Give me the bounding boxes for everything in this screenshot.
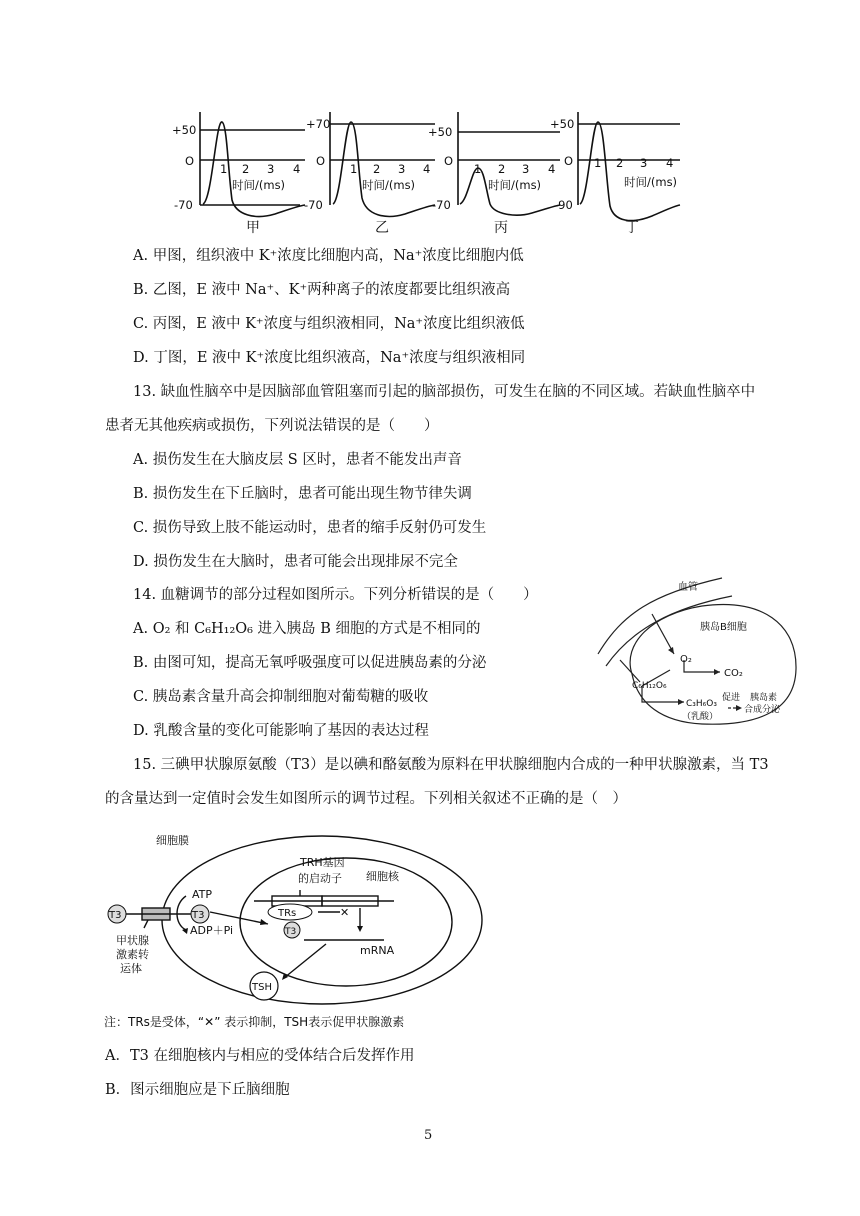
transporter-label-line2: 激素转 bbox=[116, 948, 149, 961]
q13-option-c: C. 损伤导致上肢不能运动时，患者的缩手反射仍可发生 bbox=[133, 520, 487, 536]
arrowhead bbox=[736, 705, 742, 711]
q13-option-a: A. 损伤发生在大脑皮层 S 区时，患者不能发出声音 bbox=[133, 452, 462, 468]
trs-label: TRs bbox=[278, 908, 297, 919]
q13-stem-line1: 13. 缺血性脑卒中是因脑部血管阻塞而引起的脑部损伤，可发生在脑的不同区域。若缺血性脑卒中 bbox=[133, 384, 756, 400]
nucleus-label: 细胞核 bbox=[366, 870, 399, 883]
arrowhead bbox=[357, 926, 363, 932]
graph-yi-xlabel: 时间/(ms) bbox=[362, 178, 416, 192]
q14-diagram bbox=[592, 574, 802, 734]
nucleus-membrane bbox=[240, 858, 452, 986]
o2-label: O₂ bbox=[680, 654, 692, 665]
graph-bing-top-label: +50 bbox=[428, 125, 453, 139]
q14-option-c: C. 胰岛素含量升高会抑制细胞对葡萄糖的吸收 bbox=[133, 689, 429, 705]
q15-diagram-note: 注：TRs是受体，“✕” 表示抑制，TSH表示促甲状腺激素 bbox=[104, 1015, 405, 1029]
q13-option-b: B. 损伤发生在下丘脑时，患者可能出现生物节律失调 bbox=[133, 486, 472, 502]
adp-label: ADP＋Pi bbox=[190, 924, 234, 937]
graph-ding-mid-label: O bbox=[564, 154, 574, 168]
graph-jia-tick: 3 bbox=[267, 162, 275, 176]
graph-jia-xlabel: 时间/(ms) bbox=[232, 178, 286, 192]
graph-jia-top-label: +50 bbox=[172, 123, 197, 137]
promote-label: 促进 bbox=[722, 693, 741, 703]
graph-yi-top-label: +70 bbox=[306, 117, 331, 131]
arrowhead bbox=[678, 699, 684, 705]
cell-label: 胰岛B细胞 bbox=[700, 622, 747, 633]
insulin-label-line1: 胰岛素 bbox=[750, 693, 778, 703]
graph-yi-tick: 4 bbox=[423, 162, 431, 176]
graph-yi-curve bbox=[333, 122, 435, 216]
arrowhead bbox=[714, 669, 720, 675]
q13-option-d: D. 损伤发生在大脑时，患者可能会出现排尿不完全 bbox=[133, 554, 458, 570]
t3-outside-label: T3 bbox=[109, 910, 122, 921]
q14-diagram-svg bbox=[592, 574, 802, 734]
graph-yi-tick: 2 bbox=[373, 162, 381, 176]
graph-jia-mid-label: O bbox=[185, 154, 195, 168]
atp-label: ATP bbox=[192, 888, 213, 901]
q14-stem: 14. 血糖调节的部分过程如图所示。下列分析错误的是（ ） bbox=[133, 587, 538, 603]
graph-bing-caption: 丙 bbox=[494, 220, 508, 236]
glucose-label: C₆H₁₂O₆ bbox=[632, 681, 667, 691]
graph-bing-tick: 1 bbox=[474, 162, 482, 176]
q12-option-b: B. 乙图，E 液中 Na⁺、K⁺两种离子的浓度都要比组织液高 bbox=[133, 282, 511, 298]
graphs-svg bbox=[170, 110, 690, 240]
vessel-label: 血管 bbox=[678, 582, 698, 593]
lactic-formula-label: C₃H₆O₃ bbox=[686, 699, 717, 709]
graph-bing-tick: 3 bbox=[522, 162, 530, 176]
graph-jia-caption: 甲 bbox=[246, 220, 260, 236]
cross-mark: ✕ bbox=[340, 906, 350, 919]
membrane-potential-graphs bbox=[170, 110, 690, 240]
graph-jia-tick: 4 bbox=[293, 162, 301, 176]
o2-arrow bbox=[652, 614, 674, 654]
graph-jia-tick: 1 bbox=[220, 162, 228, 176]
mrna-label: mRNA bbox=[360, 944, 395, 957]
graph-ding-curve bbox=[580, 122, 680, 221]
transporter-label-line3: 运体 bbox=[120, 962, 142, 975]
q14-option-a: A. O₂ 和 C₆H₁₂O₆ 进入胰岛 B 细胞的方式是不相同的 bbox=[133, 621, 481, 637]
graph-yi-tick: 1 bbox=[350, 162, 358, 176]
q15-diagram bbox=[104, 826, 484, 1006]
graph-ding-top-label: +50 bbox=[550, 117, 575, 131]
transporter-label-line1: 甲状腺 bbox=[116, 934, 149, 947]
graph-ding-bottom-label: -90 bbox=[554, 198, 573, 212]
graph-bing-tick: 4 bbox=[548, 162, 556, 176]
atp-curve bbox=[177, 896, 186, 930]
graph-yi-caption: 乙 bbox=[375, 220, 389, 236]
transporter-pointer bbox=[144, 920, 148, 928]
arrowhead bbox=[260, 919, 268, 925]
q14-option-d: D. 乳酸含量的变化可能影响了基因的表达过程 bbox=[133, 723, 429, 739]
tsh-label: TSH bbox=[252, 982, 272, 993]
co2-label: CO₂ bbox=[724, 668, 743, 679]
membrane-label: 细胞膜 bbox=[156, 834, 189, 847]
t3-to-nucleus-arrow bbox=[210, 912, 268, 924]
tsh-arrow bbox=[284, 944, 326, 978]
q12-option-a: A. 甲图，组织液中 K⁺浓度比细胞内高，Na⁺浓度比细胞内低 bbox=[133, 248, 524, 264]
q12-option-d: D. 丁图，E 液中 K⁺浓度比组织液高，Na⁺浓度与组织液相同 bbox=[133, 350, 526, 366]
lactic-name-label: （乳酸） bbox=[682, 712, 719, 722]
graph-bing-xlabel: 时间/(ms) bbox=[488, 178, 542, 192]
t3-inside-label: T3 bbox=[192, 910, 205, 921]
trh-label-line1: TRH基因 bbox=[300, 856, 345, 869]
q14-option-b: B. 由图可知，提高无氧呼吸强度可以促进胰岛素的分泌 bbox=[133, 655, 487, 671]
q15-option-b: B．图示细胞应是下丘脑细胞 bbox=[105, 1082, 290, 1098]
graph-yi-bottom-label: -70 bbox=[304, 198, 323, 212]
graph-yi-mid-label: O bbox=[316, 154, 326, 168]
graph-ding-caption: 丁 bbox=[625, 220, 639, 236]
q15-stem-line1: 15. 三碘甲状腺原氨酸（T3）是以碘和酪氨酸为原料在甲状腺细胞内合成的一种甲状腺激素，当 T3 bbox=[133, 757, 769, 773]
q15-stem-line2: 的含量达到一定值时会发生如图所示的调节过程。下列相关叙述不正确的是（ ） bbox=[105, 791, 627, 807]
page-number: 5 bbox=[424, 1128, 433, 1143]
graph-yi-tick: 3 bbox=[398, 162, 406, 176]
graph-ding-tick: 2 bbox=[616, 156, 624, 170]
graph-bing-bottom-label: -70 bbox=[432, 198, 451, 212]
q15-diagram-svg bbox=[104, 826, 484, 1006]
graph-bing-tick: 2 bbox=[498, 162, 506, 176]
graph-ding-tick: 4 bbox=[666, 156, 674, 170]
graph-jia-bottom-label: -70 bbox=[174, 198, 193, 212]
insulin-label-line2: 合成分泌 bbox=[744, 705, 781, 715]
q12-option-c: C. 丙图，E 液中 K⁺浓度与组织液相同，Na⁺浓度比组织液低 bbox=[133, 316, 525, 332]
graph-bing-mid-label: O bbox=[444, 154, 454, 168]
graph-jia-curve bbox=[203, 122, 305, 217]
graph-ding-tick: 3 bbox=[640, 156, 648, 170]
graph-ding-xlabel: 时间/(ms) bbox=[624, 175, 678, 189]
graph-jia-tick: 2 bbox=[242, 162, 250, 176]
t3-bound-label: T3 bbox=[285, 927, 297, 937]
q13-stem-line2: 患者无其他疾病或损伤，下列说法错误的是（ ） bbox=[105, 418, 439, 434]
q15-option-a: A．T3 在细胞核内与相应的受体结合后发挥作用 bbox=[105, 1048, 415, 1064]
graph-ding-tick: 1 bbox=[594, 156, 602, 170]
trh-label-line2: 的启动子 bbox=[298, 872, 342, 885]
blood-vessel-wall bbox=[598, 578, 722, 654]
